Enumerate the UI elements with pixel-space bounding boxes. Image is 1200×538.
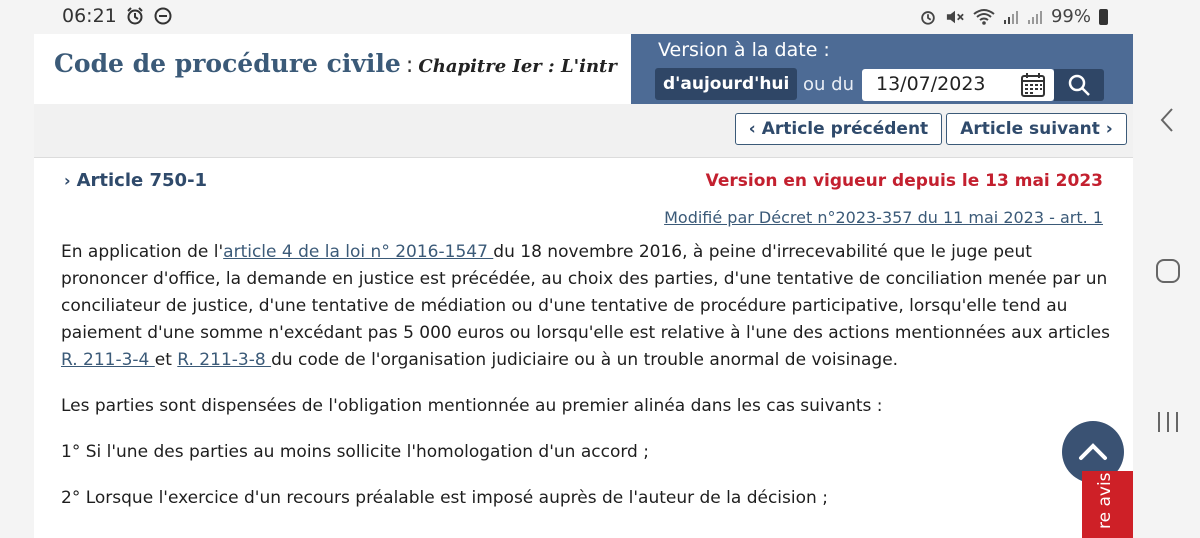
paragraph-1	[61, 239, 1111, 374]
android-nav-bar	[1133, 34, 1200, 538]
wifi-icon	[973, 8, 995, 26]
calendar-icon[interactable]	[1020, 72, 1046, 98]
version-label: Version à la date :	[658, 39, 830, 61]
date-field[interactable]	[862, 69, 1054, 101]
status-bar	[0, 0, 1200, 34]
search-button[interactable]	[1054, 69, 1104, 101]
signal-icon	[1027, 9, 1043, 25]
article-r211-3-4-link[interactable]: R. 211-3-4	[61, 350, 155, 370]
chapter-title[interactable]: Chapitre Ier : L'intr	[418, 56, 617, 77]
chevron-up-icon	[1078, 440, 1108, 462]
code-title[interactable]: Code de procédure civile	[54, 49, 401, 78]
next-article-button[interactable]: Article suivant ›	[946, 113, 1127, 145]
law-link[interactable]: article 4 de la loi n° 2016-1547	[223, 242, 494, 262]
date-input[interactable]	[876, 73, 1016, 95]
p1-mid: du 18 novembre 2016, à peine d'irrecevabilité que le juge peut prononcer d'office, la demande en justice est précédée, au choix des parties, d'une tentative de conciliation menée par un conciliateur de justice, d'une tentative de médiation ou d'une tentative de procédure participative, lorsqu'elle tend au paiement d'une somme n'excédant pas 5 000 euros ou lorsqu'elle est relative à l'une des actions mentionnées aux articles	[61, 242, 1110, 343]
back-icon[interactable]	[1160, 107, 1174, 133]
today-button[interactable]: d'aujourd'hui	[655, 68, 797, 100]
feedback-tab[interactable]	[1082, 471, 1133, 538]
article-number: Article 750-1	[76, 170, 208, 191]
mute-icon	[945, 8, 965, 26]
status-right	[919, 6, 1108, 27]
site-header	[34, 34, 1133, 104]
page-title	[54, 49, 617, 78]
p1-end: du code de l'organisation judiciaire ou à un trouble anormal de voisinage.	[271, 350, 899, 370]
modified-by-link[interactable]: Modifié par Décret n°2023-357 du 11 mai 2023 - art. 1	[664, 208, 1103, 227]
status-time: 06:21	[62, 5, 117, 27]
recents-icon[interactable]	[1156, 410, 1180, 434]
alarm-icon	[125, 6, 145, 26]
p1-and: et	[154, 350, 178, 370]
article-r211-3-8-link[interactable]: R. 211-3-8	[177, 350, 272, 370]
battery-icon	[1099, 9, 1108, 25]
do-not-disturb-icon	[153, 6, 173, 26]
alarm-icon	[919, 8, 937, 26]
paragraph-4: 2° Lorsque l'exercice d'un recours préalable est imposé auprès de l'auteur de la décision ;	[61, 488, 828, 508]
article-title[interactable]	[64, 170, 207, 191]
article-body	[61, 239, 1111, 531]
paragraph-2: Les parties sont dispensées de l'obligation mentionnée au premier alinéa dans les cas suivants :	[61, 396, 883, 416]
title-separator: :	[405, 53, 414, 78]
previous-article-button[interactable]: ‹ Article précédent	[735, 113, 942, 145]
signal-icon	[1003, 9, 1019, 25]
home-icon[interactable]	[1155, 258, 1181, 284]
paragraph-3: 1° Si l'une des parties au moins sollicite l'homologation d'un accord ;	[61, 442, 649, 462]
status-left	[62, 5, 173, 27]
p1-pre: En application de l'	[61, 242, 224, 262]
browser-content	[34, 34, 1133, 538]
or-label: ou du	[803, 74, 854, 95]
search-icon	[1067, 73, 1091, 97]
article-nav	[34, 104, 1133, 158]
chevron-right-icon: ›	[64, 171, 71, 190]
battery-percent: 99%	[1050, 6, 1091, 27]
version-status: Version en vigueur depuis le 13 mai 2023	[705, 171, 1103, 191]
version-panel	[631, 34, 1133, 104]
feedback-label: re avis	[1095, 472, 1115, 529]
